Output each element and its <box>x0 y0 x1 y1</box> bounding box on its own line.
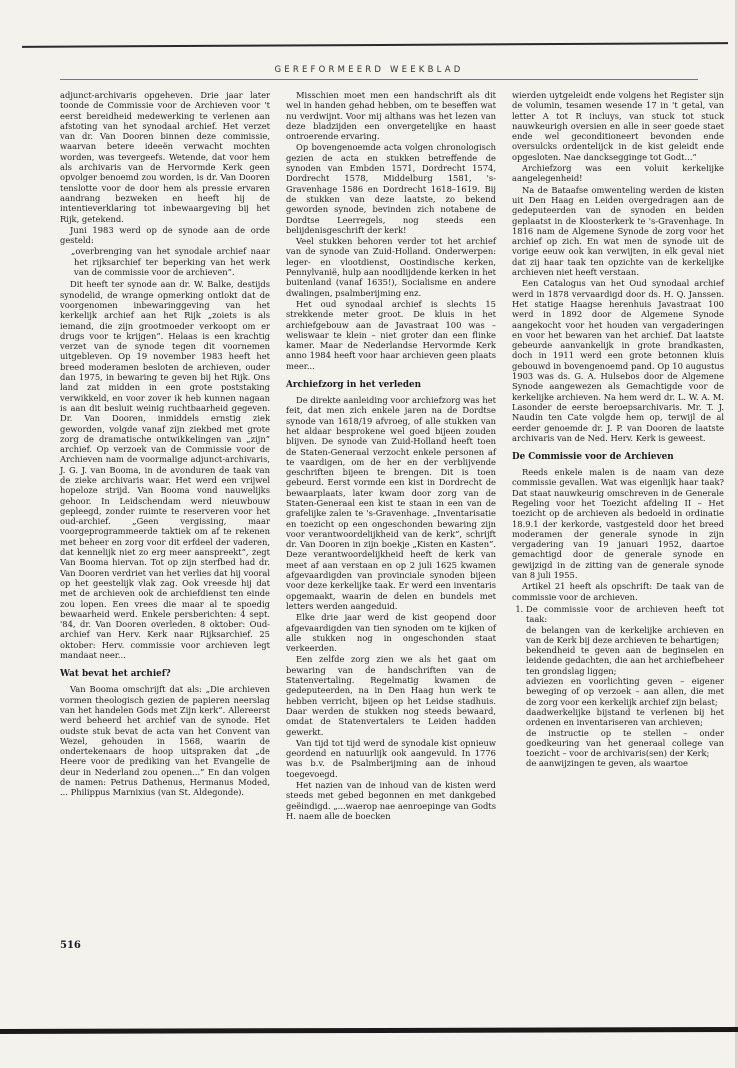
paragraph: Juni 1983 werd op de synode aan de orde gesteld: <box>60 224 270 246</box>
paragraph: adjunct-archivaris opgeheven. Drie jaar later toonde de Commissie voor de Archieven voor 't eerst bereidheid medewerking te verlenen aan afstoting van het synodaal archief. Het verzet van dr. Van Dooren binnen deze commissie, waarvan betere ideeën verwacht mochten worden, was tevergeefs. Wetende, dat voor hem als archivaris van de Hervormde Kerk geen opvolger benoemd zou worden, is dr. Van Dooren tenslotte voor de door hem als pressie ervaren aandrang bezweken en heeft hij de intentieverklaring tot inbewaargeving bij het Rijk, getekend. <box>60 90 270 224</box>
header-rule <box>60 79 698 80</box>
section-heading: Wat bevat het archief? <box>60 669 171 680</box>
task-list <box>512 604 724 769</box>
paragraph: Elke drie jaar werd de kist geopend door afgevaardigden van tien synoden om te kijken of alle stukken nog in ongeschonden staat verkeerden. <box>286 612 496 654</box>
paragraph: Reeds enkele malen is de naam van deze commissie gevallen. Wat was eigenlijk haar taak? Dat staat nauwkeurig omschreven in de Generale Regeling voor het Toezicht afdeling II – Het toezicht op de archieven als bedoeld in ordinatie 18.9.1 der kerkorde, vastgesteld door het breed moderamen der generale synode in zijn vergadering van 19 januari 1952, daartoe gemachtigd door de generale synode en gewijzigd in de zitting van de generale synode van 8 juli 1955. <box>512 467 724 581</box>
paragraph: Het nazien van de inhoud van de kisten werd steeds met gebed begonnen en met dankgebed geëindigd. „...waerop nae aenroepinge van Godts H. naem alle de boecken <box>286 780 496 821</box>
list-subitem: de instructie op te stellen – onder goedkeuring van het generaal college van toezicht – voor de archivaris(sen) der Kerk; <box>526 727 724 759</box>
paragraph: De direkte aanleiding voor archiefzorg was het feit, dat men zich enkele jaren na de Dordtse synode van 1618/19 afvroeg, of alle stukken van het aldaar besprokene wel goed bijeen zouden blijven. De synode van Zuid-Holland heeft toen de Staten-Generaal verzocht enkele personen af te vaardigen, om de her en der verblijvende geschriften bijeen te brengen. Dit is toen gebeurd. Eerst vormde een kist in Dordrecht de bewaarplaats, later kwam door zorg van de Staten-Generaal een kist te staan in een van de grafelijke zalen te 's-Gravenhage. „Inventarisatie en toezicht op een ongeschonden bewaring zijn voor verantwoordelijkheid van de kerk”, schrijft dr. Van Dooren in zijn boekje „Kisten en Kasten”. Deze verantwoordelijkheid heeft de kerk van meet af aan verstaan en op 2 juli 1625 kwamen afgevaardigden van provinciale synoden bijeen voor deze kerkelijke taak. Er werd een inventaris opgemaakt, waarin de delen en bundels met letters werden aangeduid. <box>286 395 496 611</box>
paragraph: Artikel 21 heeft als opschrift: De taak van de commissie voor de archieven. <box>512 581 724 602</box>
paragraph: Van Booma omschrijft dat als: „Die archieven vormen theologisch gezien de papieren neerslag van het handelen Gods met Zijn kerk”. Allereerst werd beheerd het archief van de synode. Het oudste stuk bevat de acta van het Convent van Wezel, gehouden in 1568, waarin de ondertekenaars de hoop uitspraken dat „de Heere voor de prediking van het Evangelie de deur in Nederland zou openen...” En dan volgen de namen: Petrus Dathenus, Hermanus Moded, ... Philippus Marnixius (van St. Aldegonde). <box>60 684 270 798</box>
paragraph: Het oud synodaal archief is slechts 15 strekkende meter groot. De kluis in het archiefgebouw aan de Javastraat 100 was – weliswaar te klein – niet groter dan een flinke kamer. Maar de Nederlandse Hervormde Kerk anno 1984 heeft voor haar archieven geen plaats meer... <box>286 298 496 371</box>
list-subitem: daadwerkelijke bijstand te verlenen bij het ordenen en inventariseren van archieven; <box>526 706 724 728</box>
section-heading: Archiefzorg in het verleden <box>286 380 421 391</box>
list-subitem: de aanwijzingen te geven, als waartoe <box>526 758 688 769</box>
bottom-rule <box>0 1027 738 1034</box>
list-subitem: de belangen van de kerkelijke archieven en van de Kerk bij deze archieven te behartigen; <box>526 624 724 645</box>
paragraph: Van tijd tot tijd werd de synodale kist opnieuw geordend en natuurlijk ook aangevuld. In 1776 was b.v. de Psalmberijming aan de inhoud toegevoegd. <box>286 737 496 779</box>
top-rule <box>22 42 728 48</box>
running-header: GEREFORMEERD WEEKBLAD <box>274 65 464 75</box>
paragraph: Op bovengenoemde acta volgen chronologisch gezien de acta en stukken betreffende de synoden van Embden 1571, Dordrecht 1574, Dordrecht 1578, Middelburg 1581, 's-Gravenhage 1586 en Dordrecht 1618–1619. Bij de stukken van deze laatste, zo bekend geworden synode, bevinden zich notabene de Dordtse Leerregels, nog steeds een belijdenisgeschrift der kerk! <box>286 142 496 235</box>
paragraph: Een zelfde zorg zien we als het gaat om bewaring van de handschriften van de Statenvertaling. Regelmatig kwamen de gedeputeerden, na in Den Haag hun werk te hebben verricht, bijeen op het Leidse stadhuis. Daar werden de stukken nog steeds bewaard, omdat de Statenvertalers te Leiden hadden gewerkt. <box>286 654 496 737</box>
list-item <box>526 604 724 769</box>
paragraph: Veel stukken behoren verder tot het archief van de synode van Zuid-Holland. Onderwerpen: leger- en vlootdienst, Oostindische kerken, Pennylvanië, hulp aan noodlijdende kerken in het buitenland (vanaf 1635!), Socialisme en andere dwalingen, psalmberijming enz. <box>286 236 496 298</box>
paragraph: Na de Bataafse omwenteling werden de kisten uit Den Haag en Leiden overgedragen aan de gedeputeerden van de synoden en beiden geplaatst in de Kloosterkerk te 's-Gravenhage. In 1816 nam de Algemene Synode de zorg voor het archief op zich. En wat men de synode uit de vorige eeuw ook kan verwijten, in elk geval niet dat zij haar taak ten opzichte van de kerkelijke archieven niet heeft verstaan. <box>512 184 724 278</box>
column-3 <box>512 90 724 769</box>
column-1 <box>60 90 270 799</box>
paragraph: Een Catalogus van het Oud synodaal archief werd in 1878 vervaardigd door ds. H. Q. Janssen. Het statige Haagse herenhuis Javastraat 100 werd in 1892 door de Algemene Synode aangekocht voor het houden van vergaderingen en voor het bewaren van het archief. Dat laatste gebeurde aanvankelijk in grote brandkasten, doch in 1911 werd een grote betonnen kluis gebouwd in bovengenoemd pand. Op 10 augustus 1903 was ds. G. A. Hulsebos door de Algemene Synode aangewezen als Gemachtigde voor de kerkelijke archieven. Na hem werd dr. L. W. A. M. Lasonder de eerste beroepsarchivaris. Mr. T. J. Naudin ten Cate volgde hem op, terwijl de al eerder genoemde dr. J. P. van Dooren de laatste archivaris van de Ned. Herv. Kerk is geweest. <box>512 278 724 443</box>
list-subitem: bekendheid te geven aan de beginselen en leidende gedachten, die aan het archiefbeheer ten grondslag liggen; <box>526 645 724 676</box>
page-number: 516 <box>60 940 81 951</box>
column-2 <box>286 90 496 822</box>
paragraph: Misschien moet men een handschrift als dit wel in handen gehad hebben, om te beseffen wat nu verdwijnt. Voor mij althans was het lezen van deze bladzijden een onvergetelijke en haast ontroerende ervaring. <box>286 90 496 142</box>
paragraph: Archiefzorg was een voluit kerkelijke aangelegenheid! <box>512 163 724 184</box>
paragraph: wierden uytgeleidt ende volgens het Register sijn de volumin, tesamen wesende 17 in 't getal, van letter A tot R incluys, van stuck tot stuck nauwkeurigh oversien en alle in seer goede staet ende wel geconditioneert bevonden ende oversulcks ordentelijck in de kist geleidt ende opgesloten. Nae danckseggingе tot Godt...” <box>512 90 724 162</box>
list-lead: 1. De commissie voor de archieven heeft tot taak: <box>526 603 724 625</box>
quotation: „overbrenging van het synodale archief naar het rijksarchief ter beperking van het werk van de commissie voor de archieven”. <box>71 246 270 278</box>
section-heading: De Commissie voor de Archieven <box>512 452 674 463</box>
list-subitem: adviezen en voorlichting geven – eigener beweging of op verzoek – aan allen, die met de zorg voor een kerkelijk archief zijn belast; <box>526 676 724 707</box>
paragraph: Dit heeft ter synode aan dr. W. Balke, destijds synodelid, de wrange opmerking ontlokt dat de voorgenomen inbewaringgeving van het kerkelijk archief aan het Rijk „zoiets is als iemand, die zijn grootmoeder verkoopt om er drugs voor te krijgen”. Helaas is een krachtig verzet van de synode tegen dit voornemen uitgebleven. Op 19 november 1983 heeft het breed moderamen besloten de archieven, ouder dan 1975, in bewaring te geven bij het Rijk. Ons land zat midden in een grote poststaking verwikkeld, en voor zover ik heb kunnen nagaan is aan dit besluit weinig ruchtbaarheid gegeven. Dr. Van Dooren, inmiddels ernstig ziek geworden, volgde vanaf zijn ziekbed met grote zorg de dramatische ontwikkelingen van „zijn” archief. Op verzoek van de Commissie voor de Archieven nam de voormalige adjunct-archivaris, J. G. J. van Booma, in de avonduren de taak van de zieke archivaris waar. Het werd een vrijwel hopeloze strijd. Van Booma vond nauwelijks gehoor. In Leidschendam werd nieuwbouw gepleegd, zonder ruimte te reserveren voor het oud-archief. „Geen vergissing, maar voorgeprogrammeerde taktiek om af te rekenen met beheer en zorg voor dit erfdeel der vaderen, dat kennelijk niet zo erg meer aanspreekt”, zegt Van Booma hiervan. Tot op zijn sterfbed had dr. Van Dooren verdriet van het verlies dat hij vooral op het geestelijk vlak zag. Ook vreesde hij dat met de archieven ook de archiefdienst ten einde zou lopen. Een vrees die maar al te spoedig bewaarheid werd. Enkele persberichten: 4 sept. '84, dr. Van Dooren overleden. 8 oktober: Oud-archief van Herv. Kerk naar Rijksarchief. 25 oktober: Herv. commissie voor archieven legt mandaat neer... <box>60 279 270 661</box>
